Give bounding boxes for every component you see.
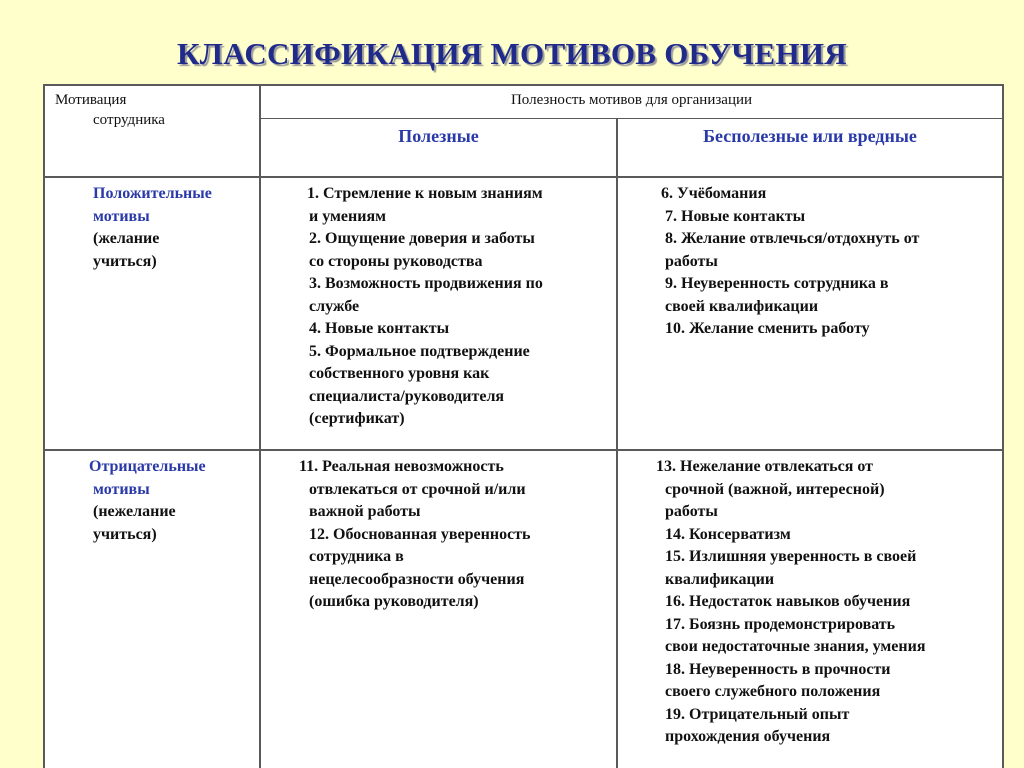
list-item: 7. Новые контакты xyxy=(665,207,806,225)
negative-harmful-list xyxy=(656,456,926,749)
list-item: (сертификат) xyxy=(309,410,405,427)
negative-useful-list xyxy=(299,456,531,614)
list-item: свои недостаточные знания, умения xyxy=(665,638,926,655)
header-bottom-border xyxy=(43,176,1004,178)
motives-table xyxy=(43,84,1004,768)
list-item: 4. Новые контакты xyxy=(309,320,450,337)
list-item: специалиста/руководителя xyxy=(309,387,505,405)
header-usefulness: Полезность мотивов для организации xyxy=(510,92,753,108)
col-divider-1 xyxy=(259,84,261,768)
list-item: работы xyxy=(665,503,718,520)
header-useful: Полезные xyxy=(398,126,479,146)
list-item: 2. Ощущение доверия и заботы xyxy=(309,230,535,247)
list-item: 14. Консерватизм xyxy=(665,525,791,543)
list-item: сотрудника в xyxy=(309,548,404,565)
positive-harmful-list xyxy=(661,183,919,341)
list-item: своего служебного положения xyxy=(665,683,881,700)
list-item: 6. Учёбомания xyxy=(661,185,767,202)
list-item: 11. Реальная невозможность xyxy=(299,458,504,475)
list-item: прохождения обучения xyxy=(665,728,831,745)
list-item: и умениям xyxy=(309,207,386,225)
list-item: 15. Излишняя уверенность в своей xyxy=(665,548,917,565)
list-item: нецелесообразности обучения xyxy=(309,570,525,588)
list-item: 1. Стремление к новым знаниям xyxy=(307,185,543,202)
row-divider xyxy=(43,449,1004,451)
table-border-left xyxy=(43,84,45,768)
list-item: 16. Недостаток навыков обучения xyxy=(665,593,911,610)
list-item: важной работы xyxy=(309,503,421,520)
list-item: со стороны руководства xyxy=(309,252,483,270)
col-divider-2 xyxy=(616,118,618,768)
list-item: 5. Формальное подтверждение xyxy=(309,342,530,360)
list-item: срочной (важной, интересной) xyxy=(665,480,885,498)
list-item: 18. Неуверенность в прочности xyxy=(665,660,891,678)
list-item: своей квалификации xyxy=(665,297,819,315)
list-item: 10. Желание сменить работу xyxy=(665,320,870,337)
list-item: собственного уровня как xyxy=(309,365,490,382)
list-item: работы xyxy=(665,252,718,270)
table-border-top xyxy=(43,84,1004,86)
list-item: (ошибка руководителя) xyxy=(309,593,479,610)
list-item: 3. Возможность продвижения по xyxy=(309,275,543,292)
negative-motives-label: Отрицательные мотивы (нежелание учиться) xyxy=(89,458,206,543)
header-motivation: Мотивация сотрудника xyxy=(55,92,165,128)
header-harmful: Бесполезные или вредные xyxy=(703,126,917,146)
table-border-right xyxy=(1002,84,1004,768)
list-item: квалификации xyxy=(665,570,775,588)
header-subline xyxy=(259,118,1004,119)
list-item: 13. Нежелание отвлекаться от xyxy=(656,458,873,475)
positive-motives-label: Положительные мотивы (желание учиться) xyxy=(93,185,212,270)
page-title: КЛАССИФИКАЦИЯ МОТИВОВ ОБУЧЕНИЯ xyxy=(177,36,847,71)
list-item: отвлекаться от срочной и/или xyxy=(309,480,526,498)
positive-useful-list xyxy=(307,183,543,431)
list-item: 19. Отрицательный опыт xyxy=(665,705,850,723)
list-item: 9. Неуверенность сотрудника в xyxy=(665,275,889,292)
list-item: 12. Обоснованная уверенность xyxy=(309,525,531,543)
list-item: 8. Желание отвлечься/отдохнуть от xyxy=(665,230,920,247)
list-item: службе xyxy=(309,297,360,315)
list-item: 17. Боязнь продемонстрировать xyxy=(665,615,896,633)
